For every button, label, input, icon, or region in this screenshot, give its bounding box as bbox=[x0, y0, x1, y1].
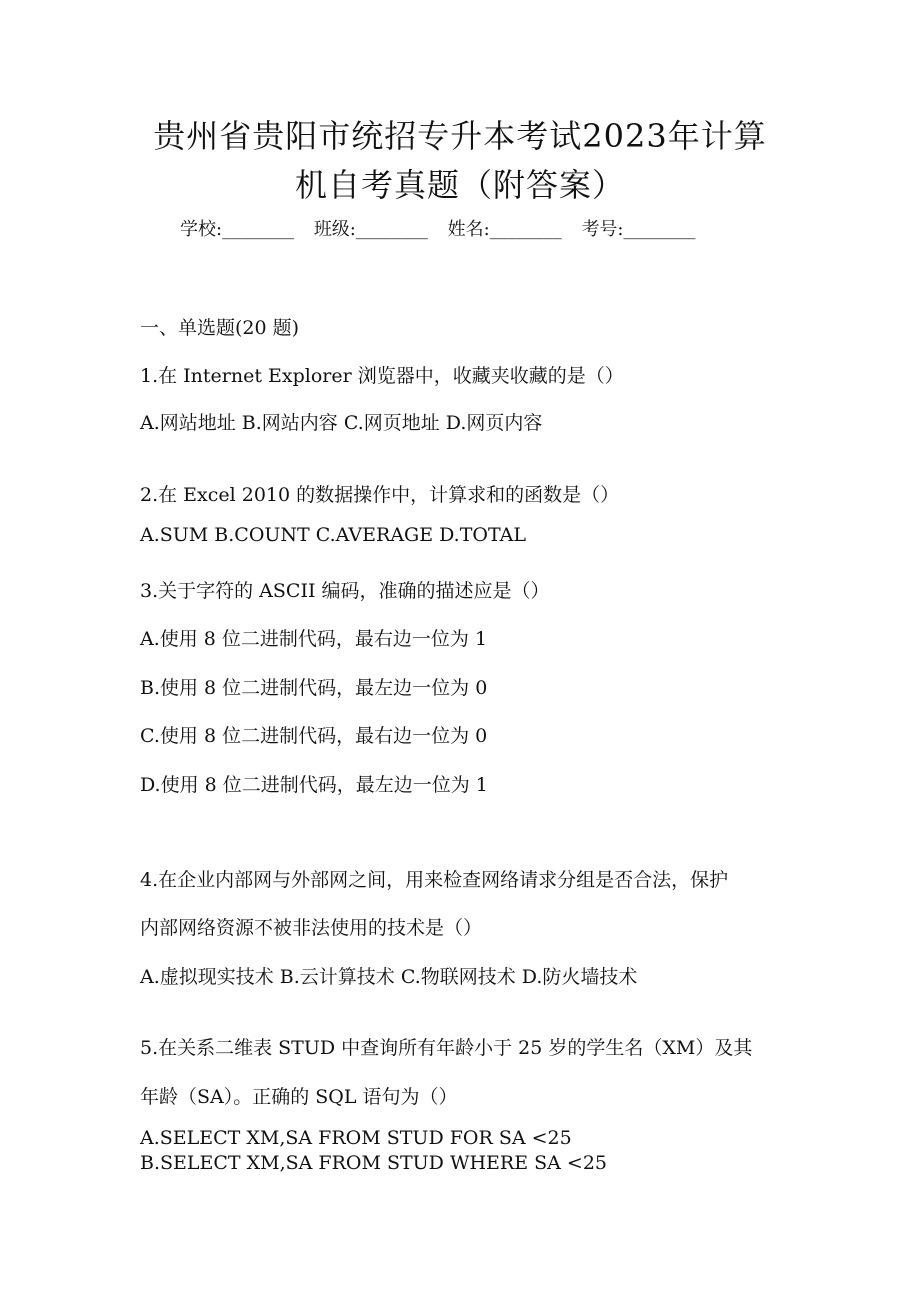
question-4-stem-line-2: 内部网络资源不被非法使用的技术是（） bbox=[140, 917, 483, 939]
question-3-option-c: C.使用 8 位二进制代码，最右边一位为 0 bbox=[140, 725, 488, 747]
exam-number-field: 考号:________ bbox=[581, 219, 696, 240]
student-info-line bbox=[180, 216, 760, 244]
question-2-options: A.SUM B.COUNT C.AVERAGE D.TOTAL bbox=[140, 524, 526, 546]
question-3-option-d: D.使用 8 位二进制代码，最左边一位为 1 bbox=[140, 774, 488, 796]
question-1-options: A.网站地址 B.网站内容 C.网页地址 D.网页内容 bbox=[140, 412, 543, 434]
section-heading: 一、单选题(20 题) bbox=[140, 317, 300, 339]
question-3-stem: 3.关于字符的 ASCII 编码，准确的描述应是（） bbox=[140, 580, 550, 602]
question-5-option-b: B.SELECT XM,SA FROM STUD WHERE SA <25 bbox=[140, 1152, 608, 1174]
name-field: 姓名:________ bbox=[447, 219, 562, 240]
question-5-stem-line-2: 年龄（SA）。正确的 SQL 语句为（） bbox=[140, 1086, 458, 1108]
question-3-option-b: B.使用 8 位二进制代码，最左边一位为 0 bbox=[140, 677, 488, 699]
class-field: 班级:________ bbox=[313, 219, 428, 240]
school-field: 学校:________ bbox=[180, 219, 295, 240]
question-3-option-a: A.使用 8 位二进制代码，最右边一位为 1 bbox=[140, 628, 488, 650]
question-5-stem-line-1: 5.在关系二维表 STUD 中查询所有年龄小于 25 岁的学生名（XM）及其 bbox=[140, 1037, 753, 1059]
question-1-stem: 1.在 Internet Explorer 浏览器中，收藏夹收藏的是（） bbox=[140, 365, 624, 387]
document-title-line-1: 贵州省贵阳市统招专升本考试2023年计算 bbox=[153, 117, 767, 155]
document-title-line-2: 机自考真题（附答案） bbox=[294, 166, 625, 204]
question-5-option-a: A.SELECT XM,SA FROM STUD FOR SA <25 bbox=[140, 1127, 572, 1149]
question-2-stem: 2.在 Excel 2010 的数据操作中，计算求和的函数是（） bbox=[140, 484, 620, 506]
question-4-stem-line-1: 4.在企业内部网与外部网之间，用来检查网络请求分组是否合法，保护 bbox=[140, 869, 729, 891]
question-4-options: A.虚拟现实技术 B.云计算技术 C.物联网技术 D.防火墙技术 bbox=[140, 966, 638, 988]
